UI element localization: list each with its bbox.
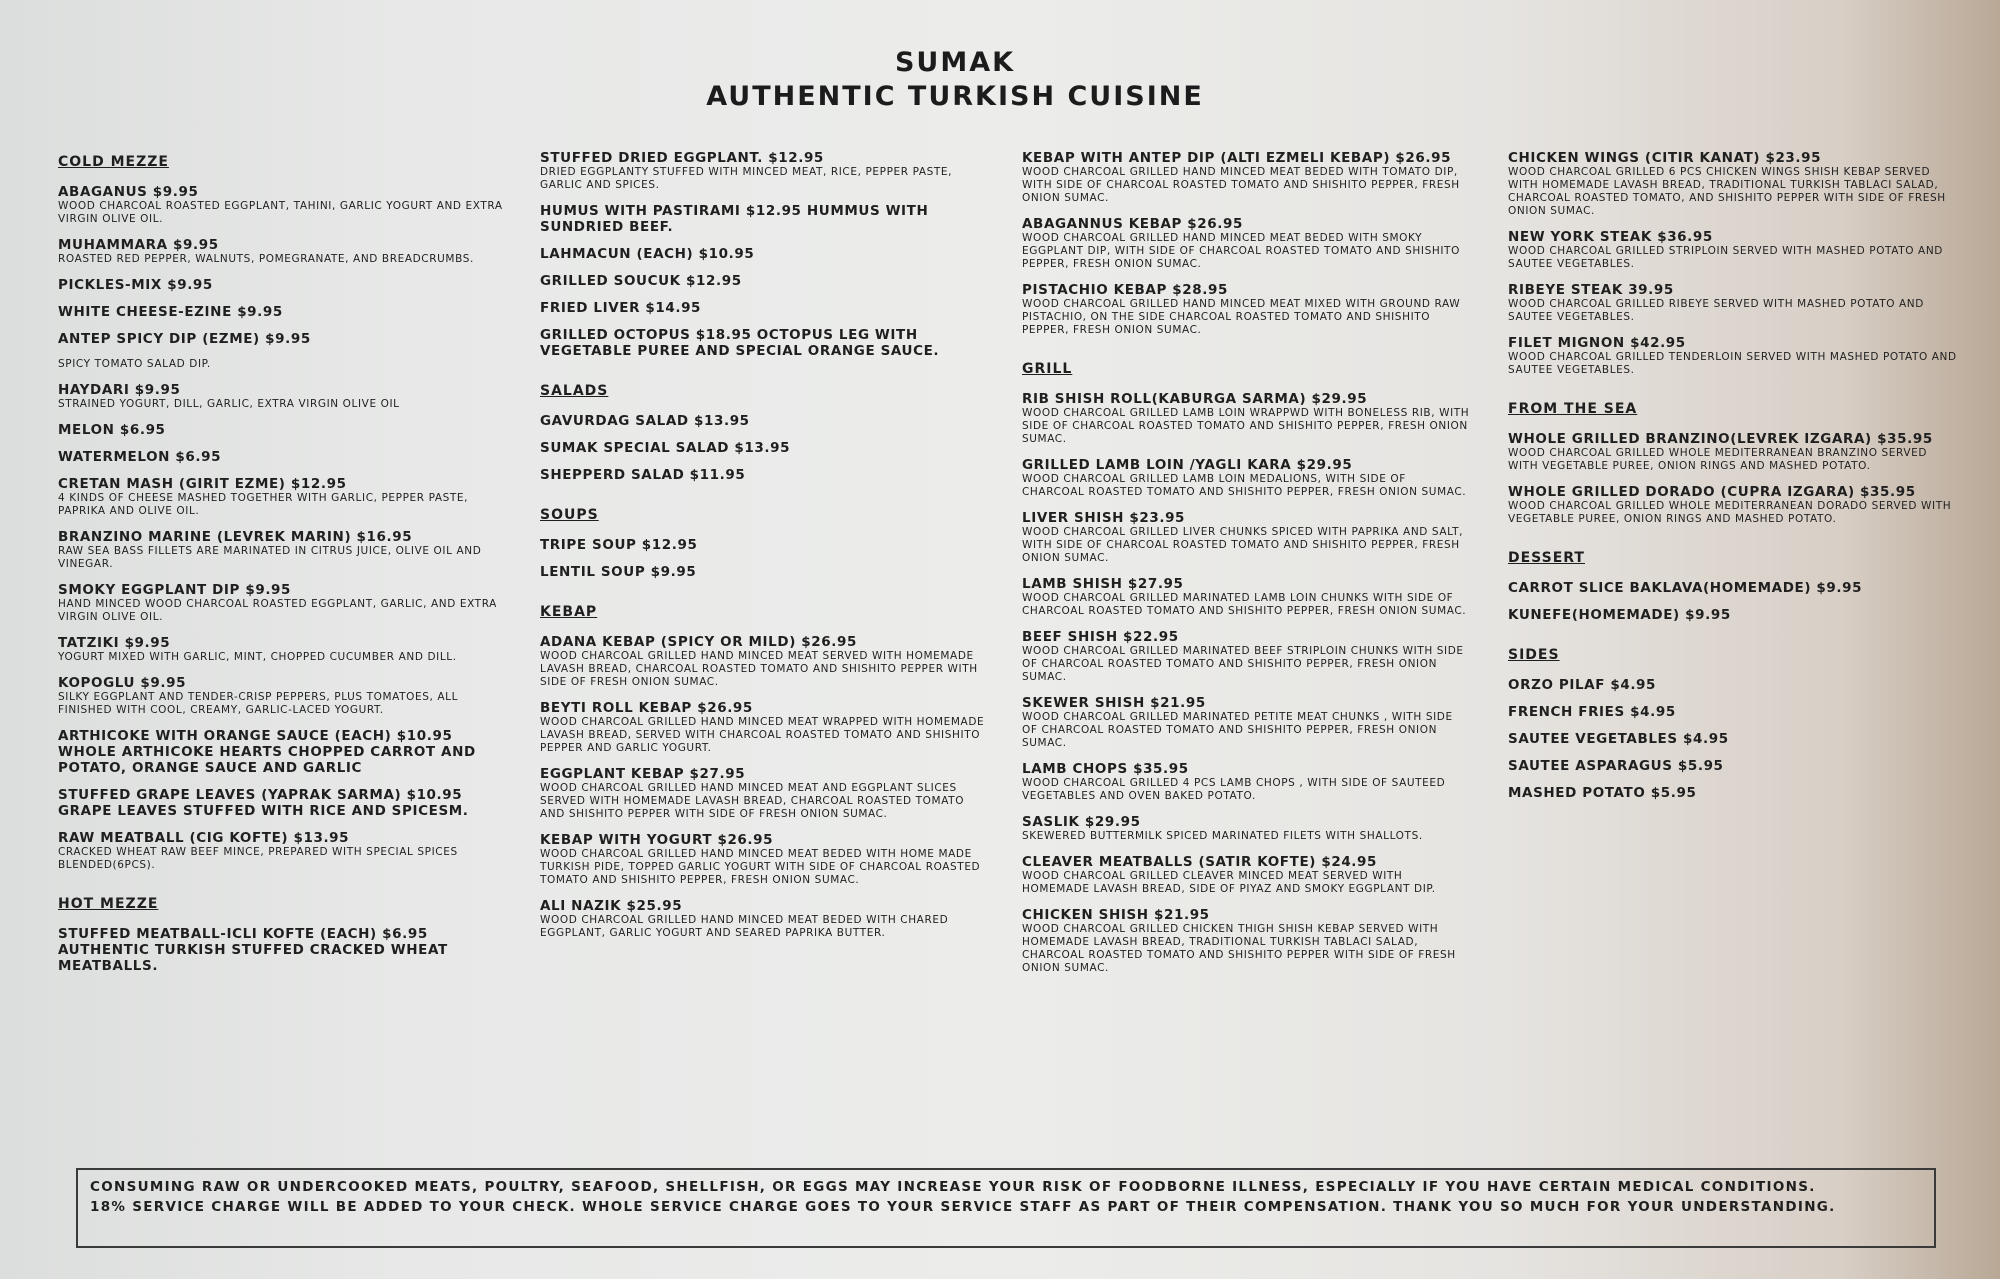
menu-item-name: FILET MIGNON $42.95 bbox=[1508, 335, 1686, 351]
menu-section bbox=[540, 507, 990, 580]
menu-item bbox=[1508, 150, 1958, 218]
menu-item-name: SAUTEE ASPARAGUS $5.95 bbox=[1508, 758, 1724, 774]
menu-item-name: SAUTEE VEGETABLES $4.95 bbox=[1508, 731, 1729, 747]
menu-item-name: RIB SHISH ROLL(KABURGA SARMA) $29.95 bbox=[1022, 391, 1368, 407]
menu-item bbox=[1022, 695, 1472, 750]
menu-section bbox=[1508, 550, 1958, 623]
menu-item bbox=[58, 382, 508, 411]
menu-item bbox=[1022, 216, 1472, 271]
menu-item-description: WOOD CHARCOAL GRILLED TENDERLOIN SERVED WITH MASHED POTATO AND SAUTEE VEGETABLES. bbox=[1508, 351, 1957, 376]
menu-item-description: WOOD CHARCOAL GRILLED HAND MINCED MEAT BEDED WITH HOME MADE TURKISH PIDE, TOPPED GARLIC YOGURT WITH SIDE OF CHARCOAL ROASTED TOMATO AND SHISHITO PEPPER, FRESH ONION SUMAC. bbox=[540, 848, 981, 886]
menu-item bbox=[58, 449, 508, 465]
menu-item bbox=[58, 582, 508, 624]
menu-item-name: CLEAVER MEATBALLS (SATIR KOFTE) $24.95 bbox=[1022, 854, 1378, 870]
menu-item-name: LENTIL SOUP $9.95 bbox=[540, 564, 697, 580]
menu-item-description: WOOD CHARCOAL GRILLED MARINATED LAMB LOIN CHUNKS WITH SIDE OF CHARCOAL ROASTED TOMATO AND SHISHITO PEPPER, FRESH ONION SUMAC. bbox=[1022, 592, 1467, 617]
menu-item bbox=[58, 358, 508, 371]
menu-item bbox=[1022, 391, 1472, 446]
menu-item-description: WOOD CHARCOAL ROASTED EGGPLANT, TAHINI, GARLIC YOGURT AND EXTRA VIRGIN OLIVE OIL. bbox=[58, 200, 503, 225]
menu-section bbox=[1508, 401, 1958, 526]
menu-item-name: ADANA KEBAP (SPICY OR MILD) $26.95 bbox=[540, 634, 857, 650]
restaurant-name: SUMAK bbox=[894, 47, 1016, 78]
menu-item-name: RIBEYE STEAK 39.95 bbox=[1508, 282, 1674, 298]
menu-item bbox=[1022, 576, 1472, 618]
menu-item-name: STUFFED GRAPE LEAVES (YAPRAK SARMA) $10.95 GRAPE LEAVES STUFFED WITH RICE AND SPICESM. bbox=[58, 787, 469, 819]
menu-item bbox=[58, 926, 508, 974]
menu-item-description: WOOD CHARCOAL GRILLED MARINATED BEEF STRIPLOIN CHUNKS WITH SIDE OF CHARCOAL ROASTED TOMATO AND SHISHITO PEPPER, FRESH ONION SUMAC. bbox=[1022, 645, 1464, 683]
menu-item bbox=[1022, 854, 1472, 896]
menu-item-name: LAHMACUN (EACH) $10.95 bbox=[540, 246, 755, 262]
menu-item-name: HUMUS WITH PASTIRAMI $12.95 HUMMUS WITH SUNDRIED BEEF. bbox=[540, 203, 929, 235]
menu-item-name: KEBAP WITH ANTEP DIP (ALTI EZMELI KEBAP) $26.95 bbox=[1022, 150, 1452, 166]
menu-item bbox=[540, 327, 990, 359]
menu-item-description: WOOD CHARCOAL GRILLED LIVER CHUNKS SPICED WITH PAPRIKA AND SALT, WITH SIDE OF CHARCOAL ROASTED TOMATO AND SHISHITO PEPPER, FRESH ONION SUMAC. bbox=[1022, 526, 1464, 564]
menu-item bbox=[540, 766, 990, 821]
menu-item-name: SHEPPERD SALAD $11.95 bbox=[540, 467, 746, 483]
menu-item bbox=[1022, 282, 1472, 337]
menu-item bbox=[1508, 229, 1958, 271]
menu-item-name: GAVURDAG SALAD $13.95 bbox=[540, 413, 750, 429]
footer-disclaimer bbox=[76, 1168, 1936, 1248]
menu-item-name: LIVER SHISH $23.95 bbox=[1022, 510, 1186, 526]
menu-item-description: STRAINED YOGURT, DILL, GARLIC, EXTRA VIRGIN OLIVE OIL bbox=[58, 398, 400, 410]
menu-item-name: TATZIKI $9.95 bbox=[58, 635, 171, 651]
footer-line-2: 18% SERVICE CHARGE WILL BE ADDED TO YOUR CHECK. WHOLE SERVICE CHARGE GOES TO YOUR SERVICE STAFF AS PART OF THEIR COMPENSATION. THANK YOU SO MUCH FOR YOUR UNDERSTANDING. bbox=[90, 1199, 1836, 1215]
menu-item bbox=[540, 537, 990, 553]
menu-item-name: CARROT SLICE BAKLAVA(HOMEMADE) $9.95 bbox=[1508, 580, 1863, 596]
menu-item-description: WOOD CHARCOAL GRILLED CLEAVER MINCED MEAT SERVED WITH HOMEMADE LAVASH BREAD, SIDE OF PIYAZ AND SMOKY EGGPLANT DIP. bbox=[1022, 870, 1436, 895]
menu-item-description: WOOD CHARCOAL GRILLED LAMB LOIN WRAPPWD WITH BONELESS RIB, WITH SIDE OF CHARCOAL ROASTED TOMATO AND SHISHITO PEPPER, FRESH ONION SUMAC. bbox=[1022, 407, 1470, 445]
menu-item-description: WOOD CHARCOAL GRILLED MARINATED PETITE MEAT CHUNKS , WITH SIDE OF CHARCOAL ROASTED TOMATO AND SHISHITO PEPPER, FRESH ONION SUMAC. bbox=[1022, 711, 1453, 749]
menu-item-name: TRIPE SOUP $12.95 bbox=[540, 537, 698, 553]
menu-item-description: CRACKED WHEAT RAW BEEF MINCE, PREPARED WITH SPECIAL SPICES BLENDED(6PCS). bbox=[58, 846, 458, 871]
menu-item bbox=[1508, 484, 1958, 526]
menu-item-description: DRIED EGGPLANTY STUFFED WITH MINCED MEAT, RICE, PEPPER PASTE, GARLIC AND SPICES. bbox=[540, 166, 953, 191]
menu-item bbox=[540, 898, 990, 940]
section-title: SALADS bbox=[540, 383, 609, 399]
menu-item-name: WATERMELON $6.95 bbox=[58, 449, 222, 465]
menu-item-name: FRENCH FRIES $4.95 bbox=[1508, 704, 1676, 720]
menu-item-name: LAMB CHOPS $35.95 bbox=[1022, 761, 1189, 777]
menu-item-description: WOOD CHARCOAL GRILLED HAND MINCED MEAT MIXED WITH GROUND RAW PISTACHIO, ON THE SIDE CHARCOAL ROASTED TOMATO AND SHISHITO PEPPER, FRESH ONION SUMAC. bbox=[1022, 298, 1461, 336]
menu-item bbox=[1508, 758, 1958, 774]
menu-item bbox=[58, 787, 508, 819]
menu-item bbox=[540, 700, 990, 755]
menu-item bbox=[540, 300, 990, 316]
menu-item-name: STUFFED MEATBALL-ICLI KOFTE (EACH) $6.95 AUTHENTIC TURKISH STUFFED CRACKED WHEAT MEATBALLS. bbox=[58, 926, 448, 974]
menu-item-name: HAYDARI $9.95 bbox=[58, 382, 181, 398]
section-title: FROM THE SEA bbox=[1508, 401, 1638, 417]
menu-item-description: WOOD CHARCOAL GRILLED HAND MINCED MEAT BEDED WITH TOMATO DIP, WITH SIDE OF CHARCOAL ROASTED TOMATO AND SHISHITO PEPPER, FRESH ONION SUMAC. bbox=[1022, 166, 1460, 204]
menu-column-1 bbox=[58, 150, 508, 998]
menu-item-name: SUMAK SPECIAL SALAD $13.95 bbox=[540, 440, 791, 456]
menu-item-description: WOOD CHARCOAL GRILLED HAND MINCED MEAT AND EGGPLANT SLICES SERVED WITH HOMEMADE LAVASH BREAD, CHARCOAL ROASTED TOMATO AND SHISHITO PEPPER WITH SIDE OF FRESH ONION SUMAC. bbox=[540, 782, 965, 820]
menu-item bbox=[58, 277, 508, 293]
menu-section bbox=[58, 896, 508, 974]
menu-item-name: KUNEFE(HOMEMADE) $9.95 bbox=[1508, 607, 1731, 623]
menu-item-description: WOOD CHARCOAL GRILLED WHOLE MEDITERRANEAN DORADO SERVED WITH VEGETABLE PUREE, ONION RINGS AND MASHED POTATO. bbox=[1508, 500, 1952, 525]
menu-item bbox=[1022, 457, 1472, 499]
menu-item-description: ROASTED RED PEPPER, WALNUTS, POMEGRANATE, AND BREADCRUMBS. bbox=[58, 253, 474, 265]
menu-item-name: STUFFED DRIED EGGPLANT. $12.95 bbox=[540, 150, 824, 166]
menu-item bbox=[1508, 607, 1958, 623]
menu-section bbox=[1508, 150, 1958, 377]
menu-section bbox=[540, 150, 990, 359]
menu-item-name: MUHAMMARA $9.95 bbox=[58, 237, 219, 253]
menu-item bbox=[1022, 814, 1472, 843]
menu-item-name: ABAGANUS $9.95 bbox=[58, 184, 199, 200]
menu-item bbox=[1022, 629, 1472, 684]
menu-item bbox=[540, 564, 990, 580]
menu-item bbox=[540, 413, 990, 429]
section-title: KEBAP bbox=[540, 604, 598, 620]
menu-item-description: WOOD CHARCOAL GRILLED HAND MINCED MEAT BEDED WITH SMOKY EGGPLANT DIP, WITH SIDE OF CHARCOAL ROASTED TOMATO AND SHISHITO PEPPER, FRESH ONION SUMAC. bbox=[1022, 232, 1460, 270]
menu-item-name: WHOLE GRILLED BRANZINO(LEVREK IZGARA) $35.95 bbox=[1508, 431, 1933, 447]
menu-section bbox=[1508, 647, 1958, 801]
menu-item bbox=[1508, 785, 1958, 801]
menu-item bbox=[1022, 510, 1472, 565]
menu-item bbox=[540, 832, 990, 887]
menu-column-4 bbox=[1508, 150, 1958, 825]
menu-section bbox=[1022, 150, 1472, 337]
menu-item bbox=[1022, 761, 1472, 803]
menu-item-name: BRANZINO MARINE (LEVREK MARIN) $16.95 bbox=[58, 529, 413, 545]
menu-item bbox=[58, 830, 508, 872]
menu-item-name: GRILLED OCTOPUS $18.95 OCTOPUS LEG WITH VEGETABLE PUREE AND SPECIAL ORANGE SAUCE. bbox=[540, 327, 940, 359]
menu-item-name: ABAGANNUS KEBAP $26.95 bbox=[1022, 216, 1244, 232]
menu-item-description: WOOD CHARCOAL GRILLED WHOLE MEDITERRANEAN BRANZINO SERVED WITH VEGETABLE PUREE, ONION RINGS AND MASHED POTATO. bbox=[1508, 447, 1928, 472]
section-title: SIDES bbox=[1508, 647, 1560, 663]
menu-item-description: WOOD CHARCOAL GRILLED LAMB LOIN MEDALIONS, WITH SIDE OF CHARCOAL ROASTED TOMATO AND SHISHITO PEPPER, FRESH ONION SUMAC. bbox=[1022, 473, 1467, 498]
section-title: GRILL bbox=[1022, 361, 1073, 377]
menu-item bbox=[1508, 282, 1958, 324]
menu-item-name: ANTEP SPICY DIP (EZME) $9.95 bbox=[58, 331, 311, 347]
menu-item bbox=[540, 273, 990, 289]
menu-item bbox=[58, 422, 508, 438]
menu-item bbox=[1508, 335, 1958, 377]
section-title: DESSERT bbox=[1508, 550, 1585, 566]
menu-item-name: EGGPLANT KEBAP $27.95 bbox=[540, 766, 746, 782]
menu-item-description: SKEWERED BUTTERMILK SPICED MARINATED FILETS WITH SHALLOTS. bbox=[1022, 830, 1423, 842]
menu-item bbox=[58, 635, 508, 664]
section-title: HOT MEZZE bbox=[58, 896, 159, 912]
menu-item-description: WOOD CHARCOAL GRILLED 6 PCS CHICKEN WINGS SHISH KEBAP SERVED WITH HOMEMADE LAVASH BREAD, TRADITIONAL TURKISH TABLACI SALAD, CHARCOAL ROASTED TOMATO, AND SHISHITO PEPPER WITH SIDE OF FRESH ONION SUMAC. bbox=[1508, 166, 1946, 217]
menu-item bbox=[1508, 580, 1958, 596]
menu-item bbox=[1508, 431, 1958, 473]
menu-item bbox=[1022, 150, 1472, 205]
menu-item-description: WOOD CHARCOAL GRILLED HAND MINCED MEAT SERVED WITH HOMEMADE LAVASH BREAD, CHARCOAL ROASTED TOMATO AND SHISHITO PEPPER WITH SIDE OF FRESH ONION SUMAC. bbox=[540, 650, 978, 688]
menu-item-description: HAND MINCED WOOD CHARCOAL ROASTED EGGPLANT, GARLIC, AND EXTRA VIRGIN OLIVE OIL. bbox=[58, 598, 497, 623]
menu-item-description: WOOD CHARCOAL GRILLED STRIPLOIN SERVED WITH MASHED POTATO AND SAUTEE VEGETABLES. bbox=[1508, 245, 1943, 270]
menu-item-name: RAW MEATBALL (CIG KOFTE) $13.95 bbox=[58, 830, 350, 846]
menu-item-name: MASHED POTATO $5.95 bbox=[1508, 785, 1697, 801]
menu-item-name: SKEWER SHISH $21.95 bbox=[1022, 695, 1206, 711]
menu-section bbox=[58, 154, 508, 872]
menu-item-name: CHICKEN WINGS (CITIR KANAT) $23.95 bbox=[1508, 150, 1822, 166]
menu-item-name: FRIED LIVER $14.95 bbox=[540, 300, 702, 316]
menu-item-name: KOPOGLU $9.95 bbox=[58, 675, 187, 691]
menu-item bbox=[58, 304, 508, 320]
menu-item-description: YOGURT MIXED WITH GARLIC, MINT, CHOPPED CUCUMBER AND DILL. bbox=[58, 651, 457, 663]
menu-item-description: WOOD CHARCOAL GRILLED HAND MINCED MEAT WRAPPED WITH HOMEMADE LAVASH BREAD, SERVED WITH CHARCOAL ROASTED TOMATO AND SHISHITO PEPPER AND GARLIC YOGURT. bbox=[540, 716, 985, 754]
menu-item bbox=[58, 476, 508, 518]
menu-item-description: 4 KINDS OF CHEESE MASHED TOGETHER WITH GARLIC, PEPPER PASTE, PAPRIKA AND OLIVE OIL. bbox=[58, 492, 469, 517]
menu-item bbox=[540, 150, 990, 192]
menu-item-name: ARTHICOKE WITH ORANGE SAUCE (EACH) $10.95 WHOLE ARTHICOKE HEARTS CHOPPED CARROT AND POTATO, ORANGE SAUCE AND GARLIC bbox=[58, 728, 476, 776]
menu-item-name: PISTACHIO KEBAP $28.95 bbox=[1022, 282, 1228, 298]
menu-item-name: GRILLED LAMB LOIN /YAGLI KARA $29.95 bbox=[1022, 457, 1353, 473]
menu-item-name: BEEF SHISH $22.95 bbox=[1022, 629, 1179, 645]
menu-item bbox=[58, 529, 508, 571]
menu-item bbox=[1508, 677, 1958, 693]
menu-item bbox=[58, 728, 508, 776]
menu-item-description: WOOD CHARCOAL GRILLED CHICKEN THIGH SHISH KEBAP SERVED WITH HOMEMADE LAVASH BREAD, TRADITIONAL TURKISH TABLACI SALAD, CHARCOAL ROASTED TOMATO AND SHISHITO PEPPER WITH SIDE OF FRESH ONION SUMAC. bbox=[1022, 923, 1456, 974]
menu-item-name: CHICKEN SHISH $21.95 bbox=[1022, 907, 1210, 923]
menu-item bbox=[540, 246, 990, 262]
menu-item bbox=[1508, 731, 1958, 747]
menu-item-name: MELON $6.95 bbox=[58, 422, 166, 438]
menu-item bbox=[1508, 704, 1958, 720]
menu-section bbox=[540, 604, 990, 940]
menu-item-description: SILKY EGGPLANT AND TENDER-CRISP PEPPERS, PLUS TOMATOES, ALL FINISHED WITH COOL, CREAMY, GARLIC-LACED YOGURT. bbox=[58, 691, 459, 716]
menu-item-description: SPICY TOMATO SALAD DIP. bbox=[58, 358, 211, 370]
menu-item bbox=[1022, 907, 1472, 975]
menu-item-description: WOOD CHARCOAL GRILLED RIBEYE SERVED WITH MASHED POTATO AND SAUTEE VEGETABLES. bbox=[1508, 298, 1924, 323]
menu-item-name: SMOKY EGGPLANT DIP $9.95 bbox=[58, 582, 292, 598]
menu-item-name: GRILLED SOUCUK $12.95 bbox=[540, 273, 742, 289]
menu-item bbox=[540, 634, 990, 689]
section-title: SOUPS bbox=[540, 507, 599, 523]
menu-item bbox=[58, 184, 508, 226]
menu-item-name: SASLIK $29.95 bbox=[1022, 814, 1141, 830]
menu-column-3 bbox=[1022, 150, 1472, 999]
restaurant-tagline: AUTHENTIC TURKISH CUISINE bbox=[706, 81, 1204, 112]
section-title: COLD MEZZE bbox=[58, 154, 169, 170]
menu-item-description: RAW SEA BASS FILLETS ARE MARINATED IN CITRUS JUICE, OLIVE OIL AND VINEGAR. bbox=[58, 545, 482, 570]
menu-item-name: WHITE CHEESE-EZINE $9.95 bbox=[58, 304, 283, 320]
menu-item-name: ORZO PILAF $4.95 bbox=[1508, 677, 1657, 693]
menu-header bbox=[0, 46, 1910, 114]
menu-section bbox=[540, 383, 990, 483]
menu-item-description: WOOD CHARCOAL GRILLED HAND MINCED MEAT BEDED WITH CHARED EGGPLANT, GARLIC YOGURT AND SEARED PAPRIKA BUTTER. bbox=[540, 914, 949, 939]
menu-item bbox=[58, 237, 508, 266]
menu-item-name: ALI NAZIK $25.95 bbox=[540, 898, 683, 914]
menu-item-name: BEYTI ROLL KEBAP $26.95 bbox=[540, 700, 753, 716]
menu-item-name: KEBAP WITH YOGURT $26.95 bbox=[540, 832, 774, 848]
footer-line-1: CONSUMING RAW OR UNDERCOOKED MEATS, POULTRY, SEAFOOD, SHELLFISH, OR EGGS MAY INCREASE YOUR RISK OF FOODBORNE ILLNESS, ESPECIALLY IF YOU HAVE CERTAIN MEDICAL CONDITIONS. bbox=[90, 1179, 1816, 1195]
menu-item-name: PICKLES-MIX $9.95 bbox=[58, 277, 213, 293]
menu-item bbox=[540, 467, 990, 483]
menu-column-2 bbox=[540, 150, 990, 964]
menu-item-description: WOOD CHARCOAL GRILLED 4 PCS LAMB CHOPS , WITH SIDE OF SAUTEED VEGETABLES AND OVEN BAKED POTATO. bbox=[1022, 777, 1446, 802]
menu-item-name: NEW YORK STEAK $36.95 bbox=[1508, 229, 1713, 245]
menu-section bbox=[1022, 361, 1472, 975]
menu-item bbox=[58, 331, 508, 347]
menu-item bbox=[540, 203, 990, 235]
menu-item-name: LAMB SHISH $27.95 bbox=[1022, 576, 1184, 592]
menu-item bbox=[540, 440, 990, 456]
menu-item bbox=[58, 675, 508, 717]
menu-item-name: WHOLE GRILLED DORADO (CUPRA IZGARA) $35.95 bbox=[1508, 484, 1916, 500]
menu-item-name: CRETAN MASH (GIRIT EZME) $12.95 bbox=[58, 476, 347, 492]
